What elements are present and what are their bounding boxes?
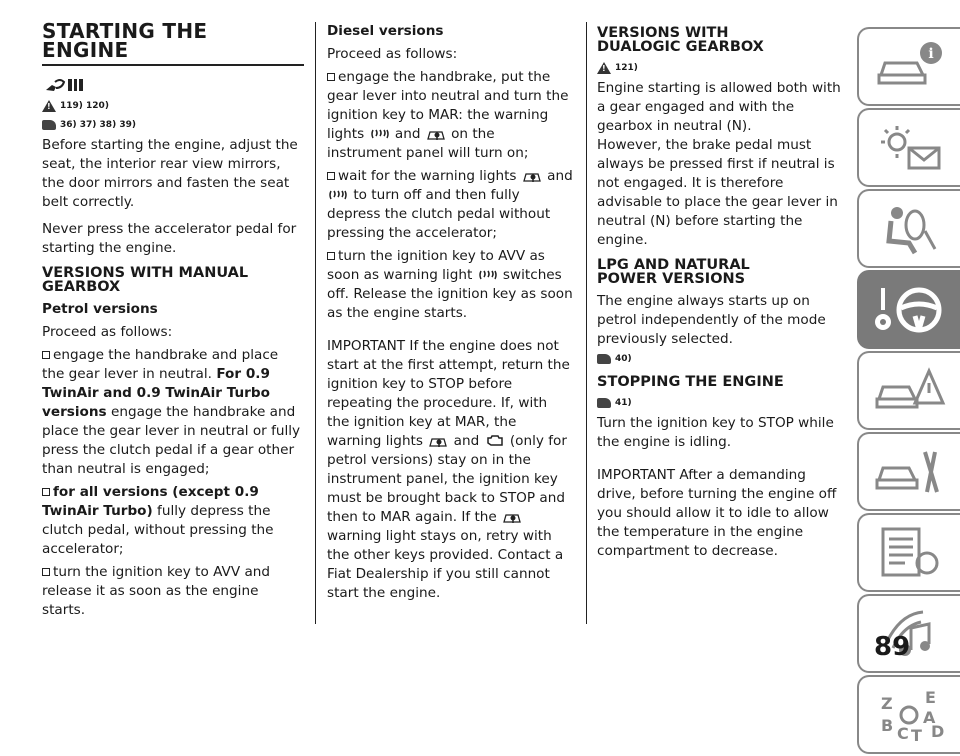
tab-starting-driving[interactable] [857,270,960,349]
emergency-car-icon [875,363,945,419]
warning-triangle-icon [42,100,56,112]
checkbox-bullet-icon [327,172,335,180]
paragraph: Proceed as follows: [327,46,458,62]
tab-maintenance[interactable] [857,432,960,511]
warning-triangle-icon [597,62,611,74]
paragraph: Never press the accelerator pedal for starting the engine. [42,221,297,256]
list-item: wait for the warning lights and to turn off and then fully depress the clutch pedal without pressing the accelerator; [327,168,573,241]
list-item: turn the ignition key to AVV as soon as warning light switches off. Release the ignition key as soon as the engine starts. [327,248,573,321]
key-steering-wheel-icon [875,282,945,338]
section-heading-lpg: LPG AND NATURAL POWER VERSIONS [597,257,750,287]
car-info-icon [875,39,945,95]
section-heading-stopping: STOPPING THE ENGINE [597,374,784,390]
caution-hand-icon [597,398,611,408]
checkbox-bullet-icon [327,252,335,260]
svg-text:Z: Z [880,693,893,713]
paragraph: Before starting the engine, adjust the seat, the interior rear view mirrors, the door mirrors and fasten the seat belt correctly. [42,137,298,210]
checkbox-bullet-icon [42,488,50,496]
tab-warning-lights[interactable] [857,108,960,187]
paragraph: The engine always starts up on petrol independently of the mode previously selected. [597,293,826,347]
svg-text:B: B [880,715,893,735]
caution-hand-icon [597,354,611,364]
immobilizer-icon [502,510,522,524]
airbag-icon [875,201,945,257]
warning-reference: ! 119) 120) [42,98,304,114]
checkbox-bullet-icon [42,351,50,359]
page-title: STARTING THE ENGINE [42,22,304,66]
svg-text:A: A [922,707,935,727]
caution-reference: 36) 37) 38) 39) [42,117,304,133]
tab-airbag[interactable] [857,189,960,268]
section-heading-dualogic: VERSIONS WITH DUALOGIC GEARBOX [597,25,764,55]
engine-warning-icon [485,434,505,448]
column-divider [586,22,587,624]
svg-text:D: D [930,721,944,741]
list-item: for all versions (except 0.9 TwinAir Turbo) fully depress the clutch pedal, without pressing the accelerator; [42,484,274,557]
svg-text:C: C [896,723,909,743]
paragraph: Engine starting is allowed both with a gear engaged and with the gearbox in neutral (N). [597,80,841,134]
technical-data-icon [875,525,945,581]
warning-reference: ! 121) [597,60,847,76]
page-number: 89 [874,632,911,662]
caution-reference: 41) [597,395,847,411]
tab-car-info[interactable] [857,27,960,106]
svg-text:E: E [924,687,936,707]
checkbox-bullet-icon [327,73,335,81]
paragraph: However, the brake pedal must always be pressed first if neutral is not engaged. It is therefore advisable to place the gear lever in neutral (N) before starting the engine. [597,137,838,248]
paragraph: Proceed as follows: [42,324,173,340]
important-note: IMPORTANT If the engine does not start at the first attempt, return the ignition key to STOP before repeating the procedure. If, with the ignition key at MAR, the warning lights and (only for petrol versions) stay on in the instrument panel, the ignition key must be brought back to STOP and then to MAR again. If the warning light stays on, retry with the other keys provided. Contact a Fiat Dealership if you still cannot start the engine. [327,338,570,601]
svg-text:T: T [910,725,922,745]
paragraph: Turn the ignition key to STOP while the engine is idling. [597,415,834,450]
glow-plug-icon [370,127,390,141]
tab-index[interactable] [857,675,960,754]
immobilizer-icon [426,127,446,141]
manual-icon [42,76,304,94]
index-icon [875,687,945,743]
glow-plug-icon [478,268,498,282]
important-note: IMPORTANT After a demanding drive, before turning the engine off you should allow it to idle to allow the temperature in the engine compartment to decrease. [597,467,837,559]
column-3 [597,22,847,569]
column-1 [42,19,304,628]
warning-lights-icon [875,120,945,176]
tab-emergency[interactable] [857,351,960,430]
svg-text:i: i [927,45,934,62]
list-item: turn the ignition key to AVV and release it as soon as the engine starts. [42,564,271,618]
subheading-petrol: Petrol versions [42,301,158,317]
column-divider [315,22,316,624]
list-item: engage the handbrake and place the gear lever in neutral. For 0.9 TwinAir and 0.9 TwinAir Turbo versions engage the handbrake and place the gear lever in neutral or fully press the clutch pedal if a gear other than neutral is engaged; [42,347,301,477]
maintenance-icon [875,444,945,500]
immobilizer-icon [428,434,448,448]
caution-reference: 40) [597,351,847,367]
caution-hand-icon [42,120,56,130]
checkbox-bullet-icon [42,568,50,576]
list-item: engage the handbrake, put the gear lever into neutral and turn the ignition key to MAR: the warning lights and on the instrument panel will turn on; [327,69,569,161]
section-heading-manual: VERSIONS WITH MANUAL GEARBOX [42,265,249,295]
tab-technical-data[interactable] [857,513,960,592]
column-2 [327,22,573,611]
subheading-diesel: Diesel versions [327,23,444,39]
glow-plug-icon [328,188,348,202]
immobilizer-icon [522,169,542,183]
